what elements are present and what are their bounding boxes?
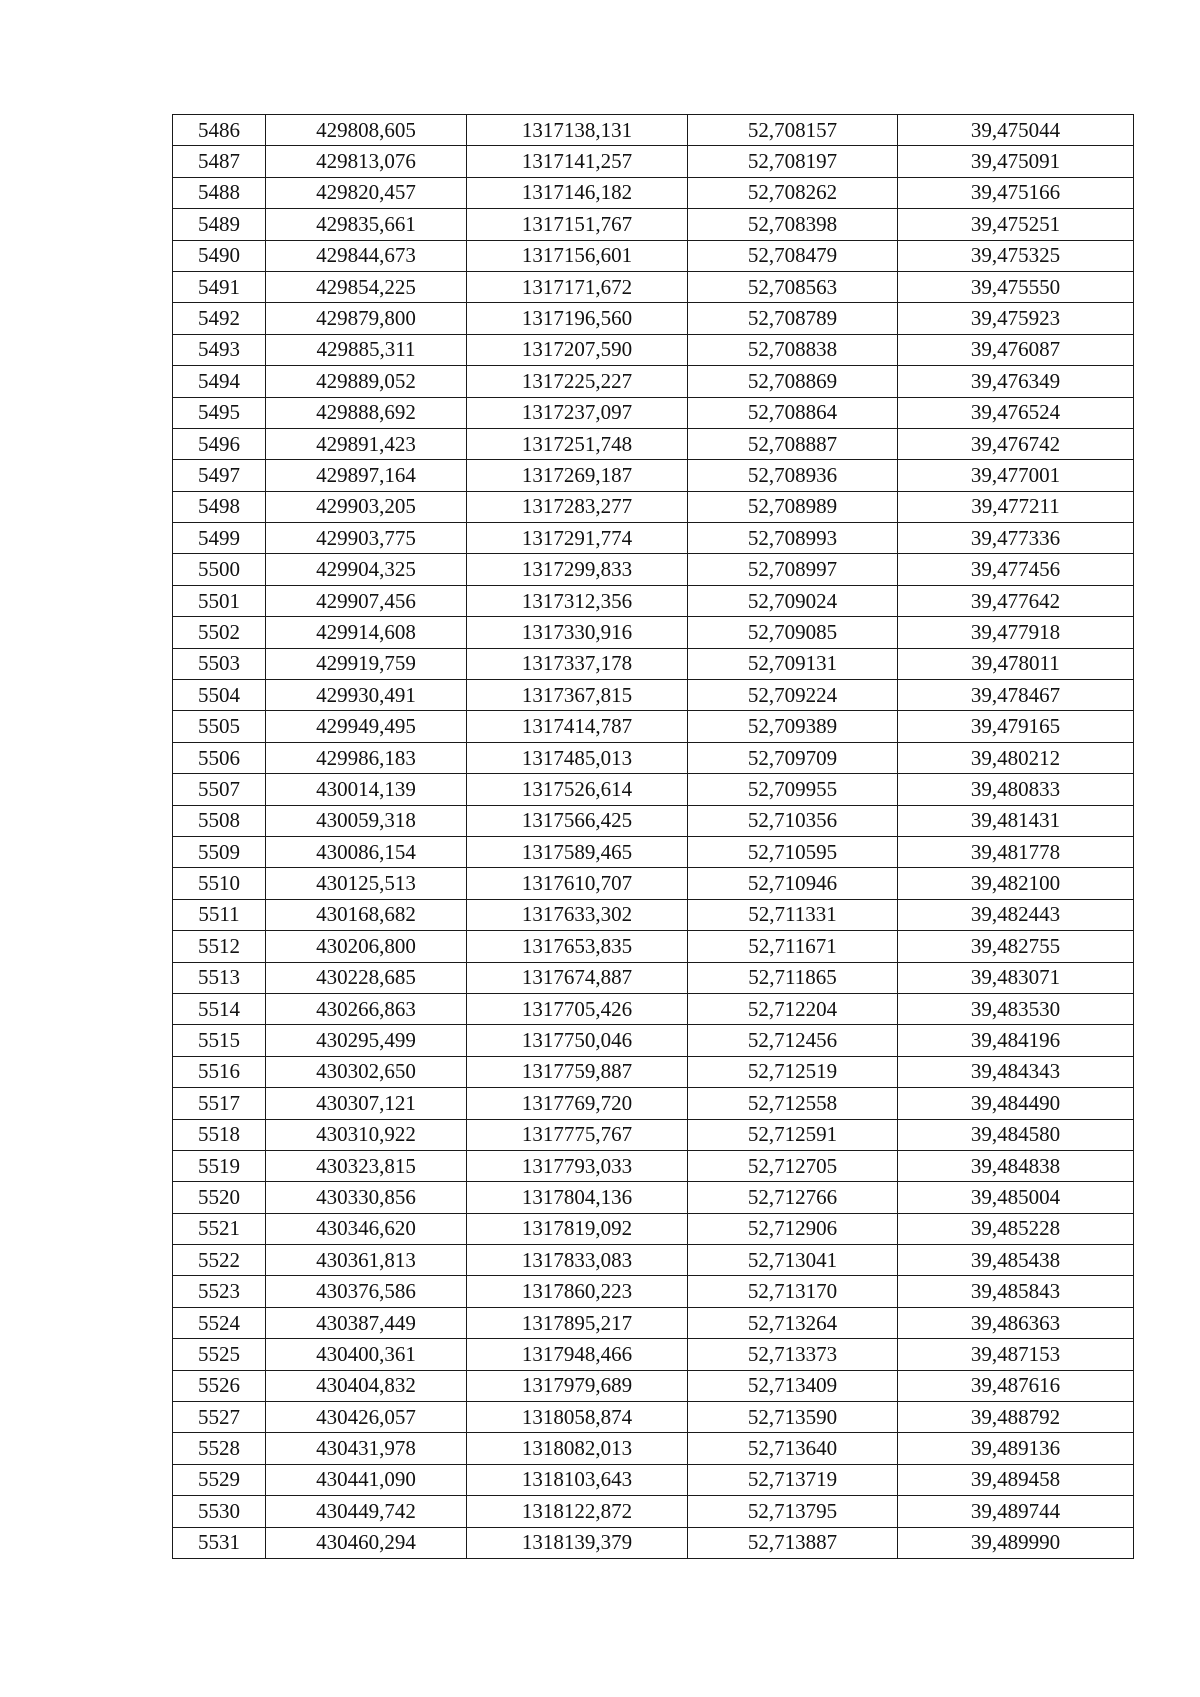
table-row (173, 648, 1134, 679)
y-coordinate-cell: 1317138,131 (467, 115, 688, 146)
y-coordinate-cell: 1317589,465 (467, 836, 688, 867)
longitude-cell: 39,479165 (898, 711, 1134, 742)
latitude-cell: 52,713640 (688, 1433, 898, 1464)
table-row (173, 146, 1134, 177)
y-coordinate-cell: 1317291,774 (467, 523, 688, 554)
y-coordinate-cell: 1317312,356 (467, 585, 688, 616)
x-coordinate-cell: 430330,856 (266, 1182, 467, 1213)
y-coordinate-cell: 1317485,013 (467, 742, 688, 773)
x-coordinate-cell: 430266,863 (266, 993, 467, 1024)
point-number-cell: 5530 (173, 1496, 266, 1527)
longitude-cell: 39,475166 (898, 177, 1134, 208)
point-number-cell: 5518 (173, 1119, 266, 1150)
point-number-cell: 5514 (173, 993, 266, 1024)
y-coordinate-cell: 1317793,033 (467, 1150, 688, 1181)
x-coordinate-cell: 430310,922 (266, 1119, 467, 1150)
longitude-cell: 39,489136 (898, 1433, 1134, 1464)
point-number-cell: 5505 (173, 711, 266, 742)
point-number-cell: 5525 (173, 1339, 266, 1370)
longitude-cell: 39,475044 (898, 115, 1134, 146)
x-coordinate-cell: 430206,800 (266, 931, 467, 962)
latitude-cell: 52,713795 (688, 1496, 898, 1527)
x-coordinate-cell: 429986,183 (266, 742, 467, 773)
point-number-cell: 5494 (173, 366, 266, 397)
point-number-cell: 5489 (173, 209, 266, 240)
table-row (173, 428, 1134, 459)
point-number-cell: 5510 (173, 868, 266, 899)
point-number-cell: 5526 (173, 1370, 266, 1401)
x-coordinate-cell: 429949,495 (266, 711, 467, 742)
latitude-cell: 52,712906 (688, 1213, 898, 1244)
latitude-cell: 52,708479 (688, 240, 898, 271)
longitude-cell: 39,484343 (898, 1056, 1134, 1087)
table-row (173, 1339, 1134, 1370)
y-coordinate-cell: 1317414,787 (467, 711, 688, 742)
latitude-cell: 52,711331 (688, 899, 898, 930)
latitude-cell: 52,712204 (688, 993, 898, 1024)
longitude-cell: 39,482755 (898, 931, 1134, 962)
table-row (173, 742, 1134, 773)
table-row (173, 1307, 1134, 1338)
x-coordinate-cell: 429808,605 (266, 115, 467, 146)
point-number-cell: 5498 (173, 491, 266, 522)
y-coordinate-cell: 1317299,833 (467, 554, 688, 585)
latitude-cell: 52,709955 (688, 774, 898, 805)
x-coordinate-cell: 430059,318 (266, 805, 467, 836)
point-number-cell: 5496 (173, 428, 266, 459)
latitude-cell: 52,708157 (688, 115, 898, 146)
y-coordinate-cell: 1318139,379 (467, 1527, 688, 1558)
longitude-cell: 39,484580 (898, 1119, 1134, 1150)
x-coordinate-cell: 430228,685 (266, 962, 467, 993)
point-number-cell: 5493 (173, 334, 266, 365)
table-row (173, 993, 1134, 1024)
y-coordinate-cell: 1317237,097 (467, 397, 688, 428)
longitude-cell: 39,477001 (898, 460, 1134, 491)
y-coordinate-cell: 1317769,720 (467, 1088, 688, 1119)
table-row (173, 334, 1134, 365)
table-row (173, 1088, 1134, 1119)
x-coordinate-cell: 430168,682 (266, 899, 467, 930)
latitude-cell: 52,711671 (688, 931, 898, 962)
latitude-cell: 52,710946 (688, 868, 898, 899)
longitude-cell: 39,477918 (898, 617, 1134, 648)
y-coordinate-cell: 1317141,257 (467, 146, 688, 177)
table-row (173, 962, 1134, 993)
longitude-cell: 39,487616 (898, 1370, 1134, 1401)
latitude-cell: 52,713590 (688, 1402, 898, 1433)
latitude-cell: 52,713887 (688, 1527, 898, 1558)
x-coordinate-cell: 430441,090 (266, 1464, 467, 1495)
point-number-cell: 5513 (173, 962, 266, 993)
latitude-cell: 52,709224 (688, 680, 898, 711)
x-coordinate-cell: 430323,815 (266, 1150, 467, 1181)
point-number-cell: 5492 (173, 303, 266, 334)
longitude-cell: 39,484838 (898, 1150, 1134, 1181)
y-coordinate-cell: 1317895,217 (467, 1307, 688, 1338)
latitude-cell: 52,709709 (688, 742, 898, 773)
y-coordinate-cell: 1317833,083 (467, 1245, 688, 1276)
y-coordinate-cell: 1317207,590 (467, 334, 688, 365)
y-coordinate-cell: 1318082,013 (467, 1433, 688, 1464)
longitude-cell: 39,484490 (898, 1088, 1134, 1119)
x-coordinate-cell: 430361,813 (266, 1245, 467, 1276)
coordinates-table (172, 114, 1134, 1559)
latitude-cell: 52,712705 (688, 1150, 898, 1181)
x-coordinate-cell: 429919,759 (266, 648, 467, 679)
latitude-cell: 52,708997 (688, 554, 898, 585)
latitude-cell: 52,708262 (688, 177, 898, 208)
y-coordinate-cell: 1317804,136 (467, 1182, 688, 1213)
longitude-cell: 39,480212 (898, 742, 1134, 773)
table-row (173, 931, 1134, 962)
table-row (173, 1182, 1134, 1213)
table-row (173, 1496, 1134, 1527)
longitude-cell: 39,475923 (898, 303, 1134, 334)
point-number-cell: 5517 (173, 1088, 266, 1119)
y-coordinate-cell: 1317948,466 (467, 1339, 688, 1370)
y-coordinate-cell: 1317674,887 (467, 962, 688, 993)
y-coordinate-cell: 1317979,689 (467, 1370, 688, 1401)
y-coordinate-cell: 1317819,092 (467, 1213, 688, 1244)
table-body (173, 115, 1134, 1559)
table-row (173, 617, 1134, 648)
y-coordinate-cell: 1317759,887 (467, 1056, 688, 1087)
table-row (173, 1213, 1134, 1244)
point-number-cell: 5501 (173, 585, 266, 616)
y-coordinate-cell: 1318103,643 (467, 1464, 688, 1495)
latitude-cell: 52,708563 (688, 271, 898, 302)
point-number-cell: 5499 (173, 523, 266, 554)
latitude-cell: 52,713373 (688, 1339, 898, 1370)
x-coordinate-cell: 429903,205 (266, 491, 467, 522)
latitude-cell: 52,712558 (688, 1088, 898, 1119)
longitude-cell: 39,476524 (898, 397, 1134, 428)
longitude-cell: 39,485004 (898, 1182, 1134, 1213)
x-coordinate-cell: 429914,608 (266, 617, 467, 648)
longitude-cell: 39,484196 (898, 1025, 1134, 1056)
longitude-cell: 39,485843 (898, 1276, 1134, 1307)
latitude-cell: 52,709024 (688, 585, 898, 616)
table-row (173, 836, 1134, 867)
table-row (173, 868, 1134, 899)
point-number-cell: 5528 (173, 1433, 266, 1464)
point-number-cell: 5512 (173, 931, 266, 962)
longitude-cell: 39,477642 (898, 585, 1134, 616)
table-row (173, 115, 1134, 146)
x-coordinate-cell: 430404,832 (266, 1370, 467, 1401)
latitude-cell: 52,708197 (688, 146, 898, 177)
x-coordinate-cell: 429904,325 (266, 554, 467, 585)
y-coordinate-cell: 1317269,187 (467, 460, 688, 491)
x-coordinate-cell: 430431,978 (266, 1433, 467, 1464)
x-coordinate-cell: 430302,650 (266, 1056, 467, 1087)
latitude-cell: 52,708398 (688, 209, 898, 240)
x-coordinate-cell: 429885,311 (266, 334, 467, 365)
point-number-cell: 5506 (173, 742, 266, 773)
latitude-cell: 52,710356 (688, 805, 898, 836)
table-row (173, 1025, 1134, 1056)
latitude-cell: 52,712519 (688, 1056, 898, 1087)
y-coordinate-cell: 1317251,748 (467, 428, 688, 459)
point-number-cell: 5502 (173, 617, 266, 648)
x-coordinate-cell: 429897,164 (266, 460, 467, 491)
y-coordinate-cell: 1317225,227 (467, 366, 688, 397)
latitude-cell: 52,713409 (688, 1370, 898, 1401)
point-number-cell: 5520 (173, 1182, 266, 1213)
point-number-cell: 5522 (173, 1245, 266, 1276)
latitude-cell: 52,708789 (688, 303, 898, 334)
y-coordinate-cell: 1317196,560 (467, 303, 688, 334)
longitude-cell: 39,489744 (898, 1496, 1134, 1527)
table-row (173, 1402, 1134, 1433)
x-coordinate-cell: 430295,499 (266, 1025, 467, 1056)
y-coordinate-cell: 1317610,707 (467, 868, 688, 899)
point-number-cell: 5491 (173, 271, 266, 302)
y-coordinate-cell: 1317860,223 (467, 1276, 688, 1307)
longitude-cell: 39,475325 (898, 240, 1134, 271)
point-number-cell: 5486 (173, 115, 266, 146)
table-row (173, 523, 1134, 554)
latitude-cell: 52,708936 (688, 460, 898, 491)
table-row (173, 209, 1134, 240)
table-row (173, 1056, 1134, 1087)
longitude-cell: 39,477336 (898, 523, 1134, 554)
latitude-cell: 52,710595 (688, 836, 898, 867)
latitude-cell: 52,712766 (688, 1182, 898, 1213)
y-coordinate-cell: 1317633,302 (467, 899, 688, 930)
longitude-cell: 39,475091 (898, 146, 1134, 177)
y-coordinate-cell: 1317151,767 (467, 209, 688, 240)
x-coordinate-cell: 429888,692 (266, 397, 467, 428)
x-coordinate-cell: 429930,491 (266, 680, 467, 711)
x-coordinate-cell: 430346,620 (266, 1213, 467, 1244)
longitude-cell: 39,489458 (898, 1464, 1134, 1495)
longitude-cell: 39,481431 (898, 805, 1134, 836)
x-coordinate-cell: 429854,225 (266, 271, 467, 302)
point-number-cell: 5524 (173, 1307, 266, 1338)
y-coordinate-cell: 1317775,767 (467, 1119, 688, 1150)
point-number-cell: 5516 (173, 1056, 266, 1087)
table-row (173, 805, 1134, 836)
latitude-cell: 52,713264 (688, 1307, 898, 1338)
table-row (173, 554, 1134, 585)
y-coordinate-cell: 1317750,046 (467, 1025, 688, 1056)
latitude-cell: 52,708869 (688, 366, 898, 397)
y-coordinate-cell: 1318122,872 (467, 1496, 688, 1527)
latitude-cell: 52,708993 (688, 523, 898, 554)
longitude-cell: 39,476349 (898, 366, 1134, 397)
x-coordinate-cell: 429903,775 (266, 523, 467, 554)
point-number-cell: 5495 (173, 397, 266, 428)
table-row (173, 1433, 1134, 1464)
longitude-cell: 39,483530 (898, 993, 1134, 1024)
longitude-cell: 39,485438 (898, 1245, 1134, 1276)
point-number-cell: 5523 (173, 1276, 266, 1307)
longitude-cell: 39,478467 (898, 680, 1134, 711)
longitude-cell: 39,486363 (898, 1307, 1134, 1338)
longitude-cell: 39,476742 (898, 428, 1134, 459)
y-coordinate-cell: 1317337,178 (467, 648, 688, 679)
table-row (173, 774, 1134, 805)
longitude-cell: 39,480833 (898, 774, 1134, 805)
latitude-cell: 52,709131 (688, 648, 898, 679)
y-coordinate-cell: 1318058,874 (467, 1402, 688, 1433)
table-row (173, 1276, 1134, 1307)
latitude-cell: 52,708864 (688, 397, 898, 428)
latitude-cell: 52,712456 (688, 1025, 898, 1056)
point-number-cell: 5488 (173, 177, 266, 208)
y-coordinate-cell: 1317367,815 (467, 680, 688, 711)
table-row (173, 711, 1134, 742)
table-row (173, 1464, 1134, 1495)
longitude-cell: 39,485228 (898, 1213, 1134, 1244)
point-number-cell: 5515 (173, 1025, 266, 1056)
x-coordinate-cell: 429889,052 (266, 366, 467, 397)
table-row (173, 460, 1134, 491)
x-coordinate-cell: 430086,154 (266, 836, 467, 867)
point-number-cell: 5519 (173, 1150, 266, 1181)
x-coordinate-cell: 430307,121 (266, 1088, 467, 1119)
x-coordinate-cell: 430125,513 (266, 868, 467, 899)
y-coordinate-cell: 1317705,426 (467, 993, 688, 1024)
x-coordinate-cell: 429844,673 (266, 240, 467, 271)
x-coordinate-cell: 429907,456 (266, 585, 467, 616)
table-row (173, 491, 1134, 522)
table-row (173, 366, 1134, 397)
table-row (173, 1119, 1134, 1150)
y-coordinate-cell: 1317283,277 (467, 491, 688, 522)
table-row (173, 1245, 1134, 1276)
latitude-cell: 52,709389 (688, 711, 898, 742)
latitude-cell: 52,713719 (688, 1464, 898, 1495)
latitude-cell: 52,708838 (688, 334, 898, 365)
longitude-cell: 39,477456 (898, 554, 1134, 585)
table-row (173, 899, 1134, 930)
table-row (173, 585, 1134, 616)
y-coordinate-cell: 1317653,835 (467, 931, 688, 962)
table-row (173, 1150, 1134, 1181)
y-coordinate-cell: 1317146,182 (467, 177, 688, 208)
table-row (173, 240, 1134, 271)
latitude-cell: 52,712591 (688, 1119, 898, 1150)
longitude-cell: 39,482100 (898, 868, 1134, 899)
x-coordinate-cell: 430014,139 (266, 774, 467, 805)
y-coordinate-cell: 1317330,916 (467, 617, 688, 648)
point-number-cell: 5507 (173, 774, 266, 805)
point-number-cell: 5527 (173, 1402, 266, 1433)
x-coordinate-cell: 430426,057 (266, 1402, 467, 1433)
x-coordinate-cell: 430449,742 (266, 1496, 467, 1527)
point-number-cell: 5531 (173, 1527, 266, 1558)
point-number-cell: 5503 (173, 648, 266, 679)
latitude-cell: 52,713170 (688, 1276, 898, 1307)
table-row (173, 1527, 1134, 1558)
point-number-cell: 5497 (173, 460, 266, 491)
point-number-cell: 5508 (173, 805, 266, 836)
latitude-cell: 52,713041 (688, 1245, 898, 1276)
longitude-cell: 39,476087 (898, 334, 1134, 365)
y-coordinate-cell: 1317526,614 (467, 774, 688, 805)
x-coordinate-cell: 430400,361 (266, 1339, 467, 1370)
longitude-cell: 39,489990 (898, 1527, 1134, 1558)
longitude-cell: 39,475251 (898, 209, 1134, 240)
longitude-cell: 39,478011 (898, 648, 1134, 679)
point-number-cell: 5521 (173, 1213, 266, 1244)
table-row (173, 177, 1134, 208)
point-number-cell: 5487 (173, 146, 266, 177)
y-coordinate-cell: 1317566,425 (467, 805, 688, 836)
longitude-cell: 39,488792 (898, 1402, 1134, 1433)
x-coordinate-cell: 429879,800 (266, 303, 467, 334)
table-row (173, 397, 1134, 428)
point-number-cell: 5504 (173, 680, 266, 711)
latitude-cell: 52,708989 (688, 491, 898, 522)
x-coordinate-cell: 429891,423 (266, 428, 467, 459)
x-coordinate-cell: 429813,076 (266, 146, 467, 177)
x-coordinate-cell: 430376,586 (266, 1276, 467, 1307)
point-number-cell: 5511 (173, 899, 266, 930)
longitude-cell: 39,475550 (898, 271, 1134, 302)
latitude-cell: 52,711865 (688, 962, 898, 993)
longitude-cell: 39,477211 (898, 491, 1134, 522)
x-coordinate-cell: 430460,294 (266, 1527, 467, 1558)
x-coordinate-cell: 429820,457 (266, 177, 467, 208)
table-row (173, 1370, 1134, 1401)
longitude-cell: 39,482443 (898, 899, 1134, 930)
x-coordinate-cell: 430387,449 (266, 1307, 467, 1338)
point-number-cell: 5509 (173, 836, 266, 867)
table-row (173, 303, 1134, 334)
longitude-cell: 39,487153 (898, 1339, 1134, 1370)
longitude-cell: 39,481778 (898, 836, 1134, 867)
table-row (173, 680, 1134, 711)
y-coordinate-cell: 1317156,601 (467, 240, 688, 271)
table-row (173, 271, 1134, 302)
latitude-cell: 52,708887 (688, 428, 898, 459)
y-coordinate-cell: 1317171,672 (467, 271, 688, 302)
point-number-cell: 5490 (173, 240, 266, 271)
x-coordinate-cell: 429835,661 (266, 209, 467, 240)
point-number-cell: 5529 (173, 1464, 266, 1495)
longitude-cell: 39,483071 (898, 962, 1134, 993)
latitude-cell: 52,709085 (688, 617, 898, 648)
point-number-cell: 5500 (173, 554, 266, 585)
